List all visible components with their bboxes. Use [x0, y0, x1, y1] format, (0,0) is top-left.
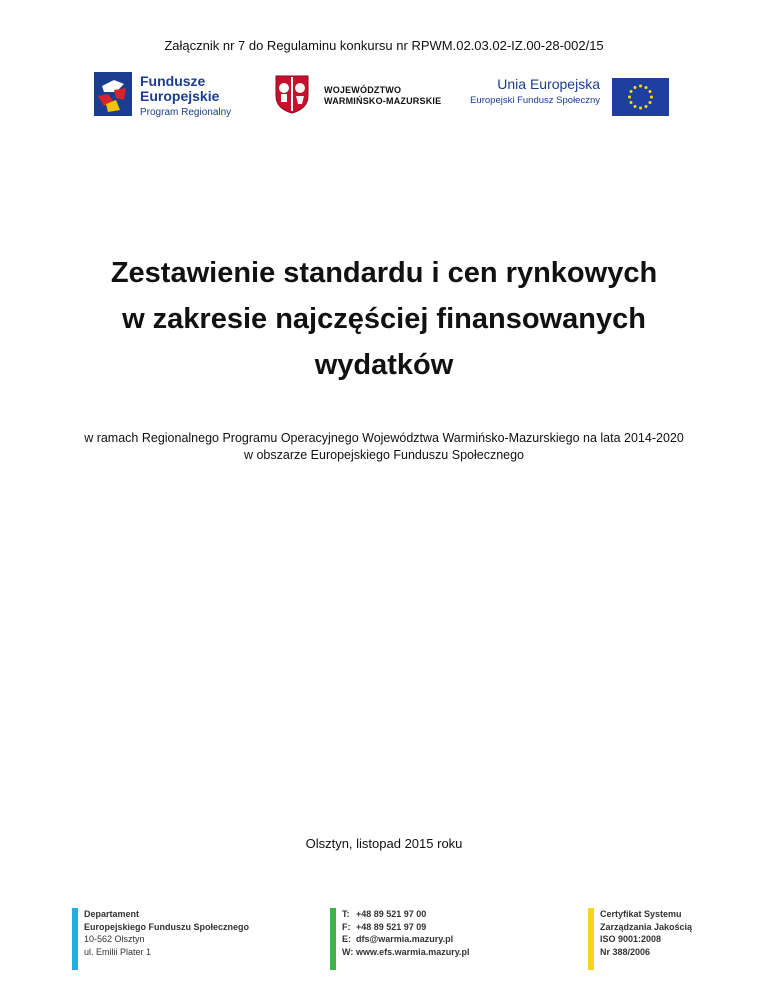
document-title	[0, 250, 768, 388]
title-line2: w zakresie najczęściej finansowanych	[122, 303, 646, 335]
street-address: ul. Emilii Plater 1	[84, 946, 152, 957]
footer-certificate	[588, 908, 692, 970]
eu-flag-icon	[612, 78, 669, 116]
footer-green-bar	[330, 908, 336, 970]
contact-email[interactable]: E: dfs@warmia.mazury.pl	[342, 934, 454, 944]
contact-phone: T: +48 89 521 97 00	[342, 909, 427, 919]
wm-line2: WARMIŃSKO-MAZURSKIE	[324, 96, 442, 106]
fe-line1: Fundusze	[140, 73, 206, 89]
subtitle-line1: w ramach Regionalnego Programu Operacyjnego Województwa Warmińsko-Mazurskiego na lata 2014-2020	[84, 431, 684, 445]
title-line1: Zestawienie standardu i cen rynkowych	[110, 257, 658, 289]
fundusze-europejskie-logo	[94, 72, 244, 120]
wm-line1: WOJEWÓDZTWO	[324, 85, 402, 95]
title-line3: wydatków	[314, 349, 454, 381]
department-name: Europejskiego Funduszu Społecznego	[84, 921, 250, 932]
footer-department	[72, 908, 249, 970]
fundusze-europejskie-star-icon	[94, 72, 132, 116]
fe-line2: Europejskie	[140, 88, 220, 104]
voivodeship-crest-icon	[274, 74, 310, 114]
footer-blue-bar	[72, 908, 78, 970]
certificate-line3: ISO 9001:2008	[600, 934, 662, 944]
fe-line3: Program Regionalny	[140, 107, 232, 118]
document-subtitle	[0, 430, 768, 464]
certificate-line4: Nr 388/2006	[600, 946, 651, 957]
footer	[0, 908, 768, 972]
postal-code: 10-562 Olsztyn	[84, 934, 145, 944]
contact-website[interactable]: W: www.efs.warmia.mazury.pl	[342, 946, 470, 957]
certificate-line2: Zarządzania Jakością	[600, 921, 693, 932]
ue-line1: Unia Europejska	[497, 76, 600, 92]
unia-europejska-logo	[470, 76, 670, 116]
attachment-note: Załącznik nr 7 do Regulaminu konkursu nr RPWM.02.03.02-IZ.00-28-002/15	[164, 38, 604, 53]
footer-yellow-bar	[588, 908, 594, 970]
place-and-date: Olsztyn, listopad 2015 roku	[305, 836, 463, 851]
footer-contact	[330, 908, 470, 970]
wojewodztwo-logo	[274, 74, 454, 116]
ue-line2: Europejski Fundusz Społeczny	[470, 95, 600, 106]
subtitle-line2: w obszarze Europejskiego Funduszu Społecznego	[243, 448, 525, 462]
logos-bar	[0, 72, 768, 122]
certificate-line1: Certyfikat Systemu	[600, 909, 682, 919]
contact-fax: F: +48 89 521 97 09	[342, 921, 427, 932]
department-label: Departament	[84, 909, 140, 919]
